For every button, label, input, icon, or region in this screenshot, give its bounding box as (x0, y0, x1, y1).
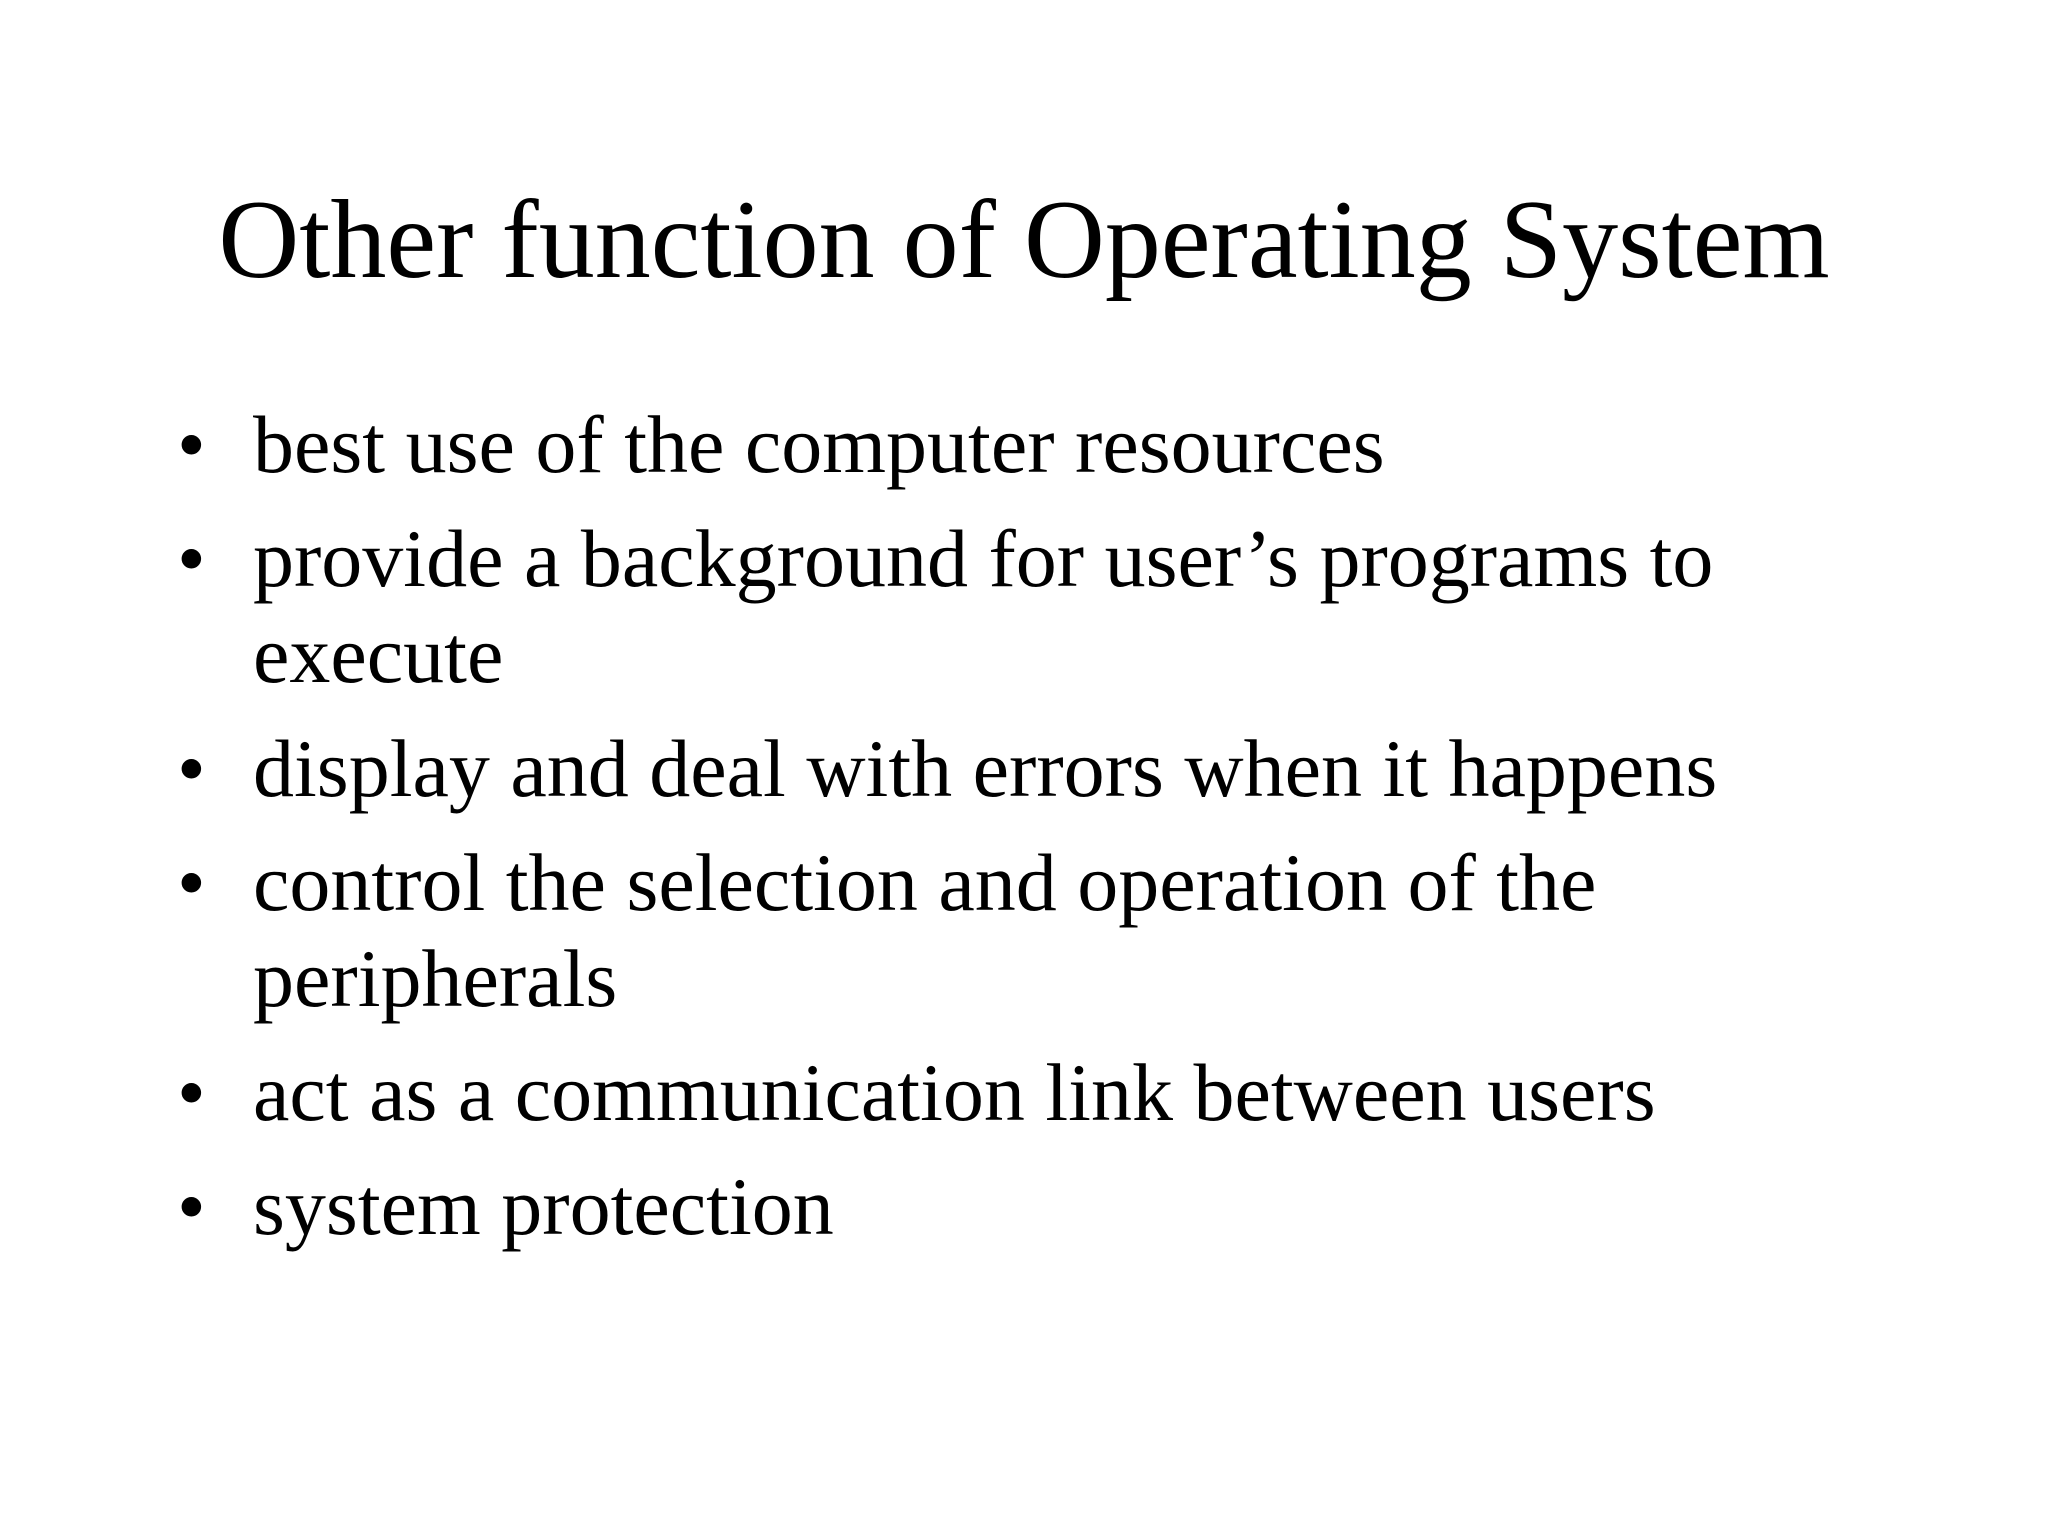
bullet-item (165, 721, 1865, 817)
bullet-icon: • (177, 723, 206, 814)
bullet-text: act as a communication link between users (253, 1047, 1656, 1138)
bullet-icon: • (177, 837, 206, 928)
bullet-text: best use of the computer resources (253, 399, 1385, 490)
bullet-text: system protection (253, 1161, 834, 1252)
bullet-item (165, 1045, 1865, 1141)
bullet-item (165, 835, 1865, 1027)
bullet-icon: • (177, 1161, 206, 1252)
bullet-icon: • (177, 1047, 206, 1138)
bullet-item (165, 1159, 1865, 1255)
bullet-icon: • (177, 399, 206, 490)
slide-title: Other function of Operating System (218, 178, 1830, 302)
bullet-text: control the selection and operation of the peripherals (253, 837, 1597, 1024)
bullet-item (165, 397, 1865, 493)
bullet-text: provide a background for user’s programs to execute (253, 513, 1714, 700)
bullet-icon: • (177, 513, 206, 604)
bullet-item (165, 511, 1865, 703)
bullet-text: display and deal with errors when it happens (253, 723, 1718, 814)
bullet-list (165, 397, 1865, 1273)
